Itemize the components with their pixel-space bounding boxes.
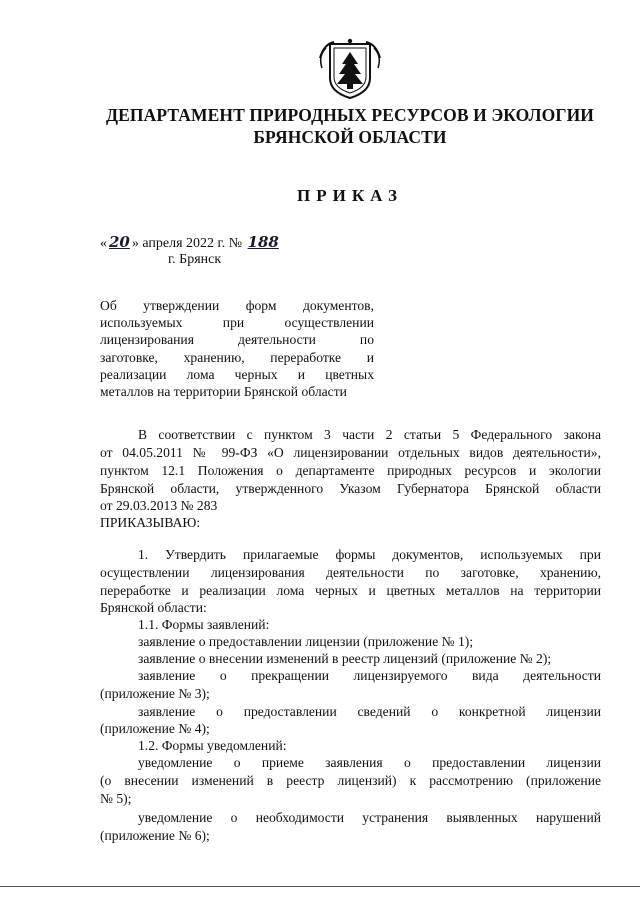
body-line: заявление о предоставлении лицензии (приложение № 1); xyxy=(138,634,474,649)
subject-line: металлов на территории Брянской области xyxy=(100,384,347,400)
preamble-line: от 29.03.2013 № 283 xyxy=(100,498,218,513)
coat-of-arms-icon xyxy=(316,38,384,100)
department-name-line-1: ДЕПАРТАМЕНТ ПРИРОДНЫХ РЕСУРСОВ И ЭКОЛОГИИ xyxy=(105,105,594,125)
order-date-line xyxy=(100,233,281,252)
body-line: уведомление о приеме заявления о предоставлении лицензии xyxy=(138,755,601,770)
body-line: заявление о прекращении лицензируемого вида деятельности xyxy=(138,668,601,683)
order-directive: ПРИКАЗЫВАЮ: xyxy=(100,515,201,530)
department-name-line-2: БРЯНСКОЙ ОБЛАСТИ xyxy=(253,127,447,147)
body-line: (о внесении изменений в реестр лицензий) к рассмотрению (приложение xyxy=(100,773,601,788)
order-subject xyxy=(100,297,374,400)
preamble-line: В соответствии с пунктом 3 части 2 статьи 5 Федерального закона xyxy=(138,427,601,442)
preamble-line: Брянской области, утвержденного Указом Губернатора Брянской области xyxy=(100,481,601,496)
subject-line: лицензирования деятельности по xyxy=(100,332,374,348)
body-line: 1. Утвердить прилагаемые формы документов, используемых при xyxy=(138,547,601,562)
preamble-line: от 04.05.2011 № 99-ФЗ «О лицензировании отдельных видов деятельности», xyxy=(100,445,601,460)
subject-line: реализации лома черных и цветных xyxy=(100,366,374,382)
body-line: заявление о внесении изменений в реестр лицензий (приложение № 2); xyxy=(138,651,552,666)
body-line: переработке и реализации лома черных и цветных металлов на территории xyxy=(100,583,601,598)
subject-line: заготовке, хранению, переработке и xyxy=(100,349,374,365)
body-line: 1.2. Формы уведомлений: xyxy=(138,738,287,753)
body-line: осуществлении лицензирования деятельности по заготовке, хранению, xyxy=(100,565,601,580)
handwritten-day: 20 xyxy=(109,233,130,251)
handwritten-order-number: 188 xyxy=(247,233,279,251)
body-line: уведомление о необходимости устранения выявленных нарушений xyxy=(138,810,601,825)
body-line: № 5); xyxy=(100,791,132,806)
body-line: (приложение № 3); xyxy=(100,686,210,701)
date-open-quote: « xyxy=(100,236,107,251)
body-line: заявление о предоставлении сведений о конкретной лицензии xyxy=(138,704,601,719)
order-city: г. Брянск xyxy=(168,252,222,267)
date-month-year: » апреля 2022 г. № xyxy=(131,236,243,251)
subject-line: используемых при осуществлении xyxy=(100,315,374,331)
body-line: (приложение № 6); xyxy=(100,828,210,843)
page-bottom-rule xyxy=(0,886,640,887)
order-title: ПРИКАЗ xyxy=(297,186,403,205)
subject-line: Об утверждении форм документов, xyxy=(100,298,374,313)
preamble-line: пунктом 12.1 Положения о департаменте природных ресурсов и экологии xyxy=(100,463,601,478)
body-line: (приложение № 4); xyxy=(100,721,210,736)
body-line: Брянской области: xyxy=(100,600,207,615)
body-line: 1.1. Формы заявлений: xyxy=(138,617,270,632)
